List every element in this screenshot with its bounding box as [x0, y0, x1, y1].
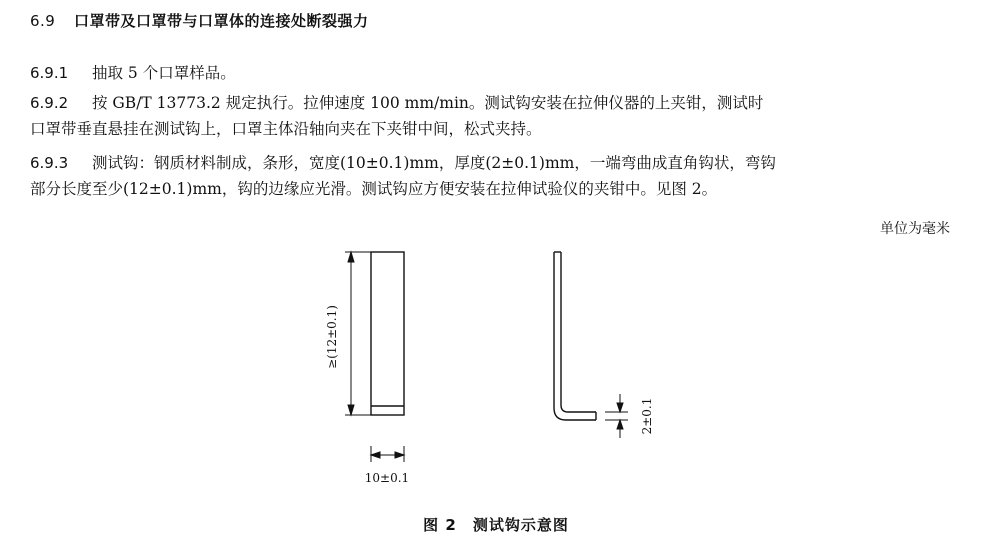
hook-front-view: [371, 252, 404, 415]
thickness-dimension-label: 2±0.1: [640, 397, 654, 435]
clause-text-line: 测试钩：钢质材料制成，条形，宽度(10±0.1)mm，厚度(2±0.1)mm，一端弯曲成直角钩状，弯钩: [92, 154, 776, 172]
unit-note: 单位为毫米: [880, 221, 950, 237]
thickness-dimension: [605, 394, 628, 438]
width-dimension-label: 10±0.1: [364, 471, 410, 485]
clause-text-line: 口罩带垂直悬挂在测试钩上，口罩主体沿轴向夹在下夹钳中间，松式夹持。: [30, 120, 542, 138]
clause-text-line: 部分长度至少(12±0.1)mm，钩的边缘应光滑。测试钩应方便安装在拉伸试验仪的夹钳中。见图 2。: [30, 180, 718, 198]
clause-number: 6.9.3: [30, 154, 69, 172]
section-number: 6.9: [30, 12, 56, 30]
length-dimension-label: ≥(12±0.1): [325, 305, 339, 369]
hook-inner-edge: [561, 252, 596, 412]
clause-number: 6.9.1: [30, 64, 69, 82]
width-dimension: [371, 446, 404, 462]
figure-number: 图 2: [423, 516, 457, 534]
section-title: 口罩带及口罩带与口罩体的连接处断裂强力: [74, 12, 369, 30]
clause-number: 6.9.2: [30, 94, 69, 112]
clause-text-line: 按 GB/T 13773.2 规定执行。拉伸速度 100 mm/min。测试钩安装在拉伸仪器的上夹钳，测试时: [92, 94, 764, 112]
clause-text-line: 抽取 5 个口罩样品。: [92, 64, 236, 82]
figure-title: 测试钩示意图: [472, 516, 569, 534]
hook-bar-outline: [371, 252, 404, 415]
hook-side-view: [554, 252, 596, 420]
length-dimension: [345, 252, 371, 415]
figure-caption: [0, 514, 992, 535]
